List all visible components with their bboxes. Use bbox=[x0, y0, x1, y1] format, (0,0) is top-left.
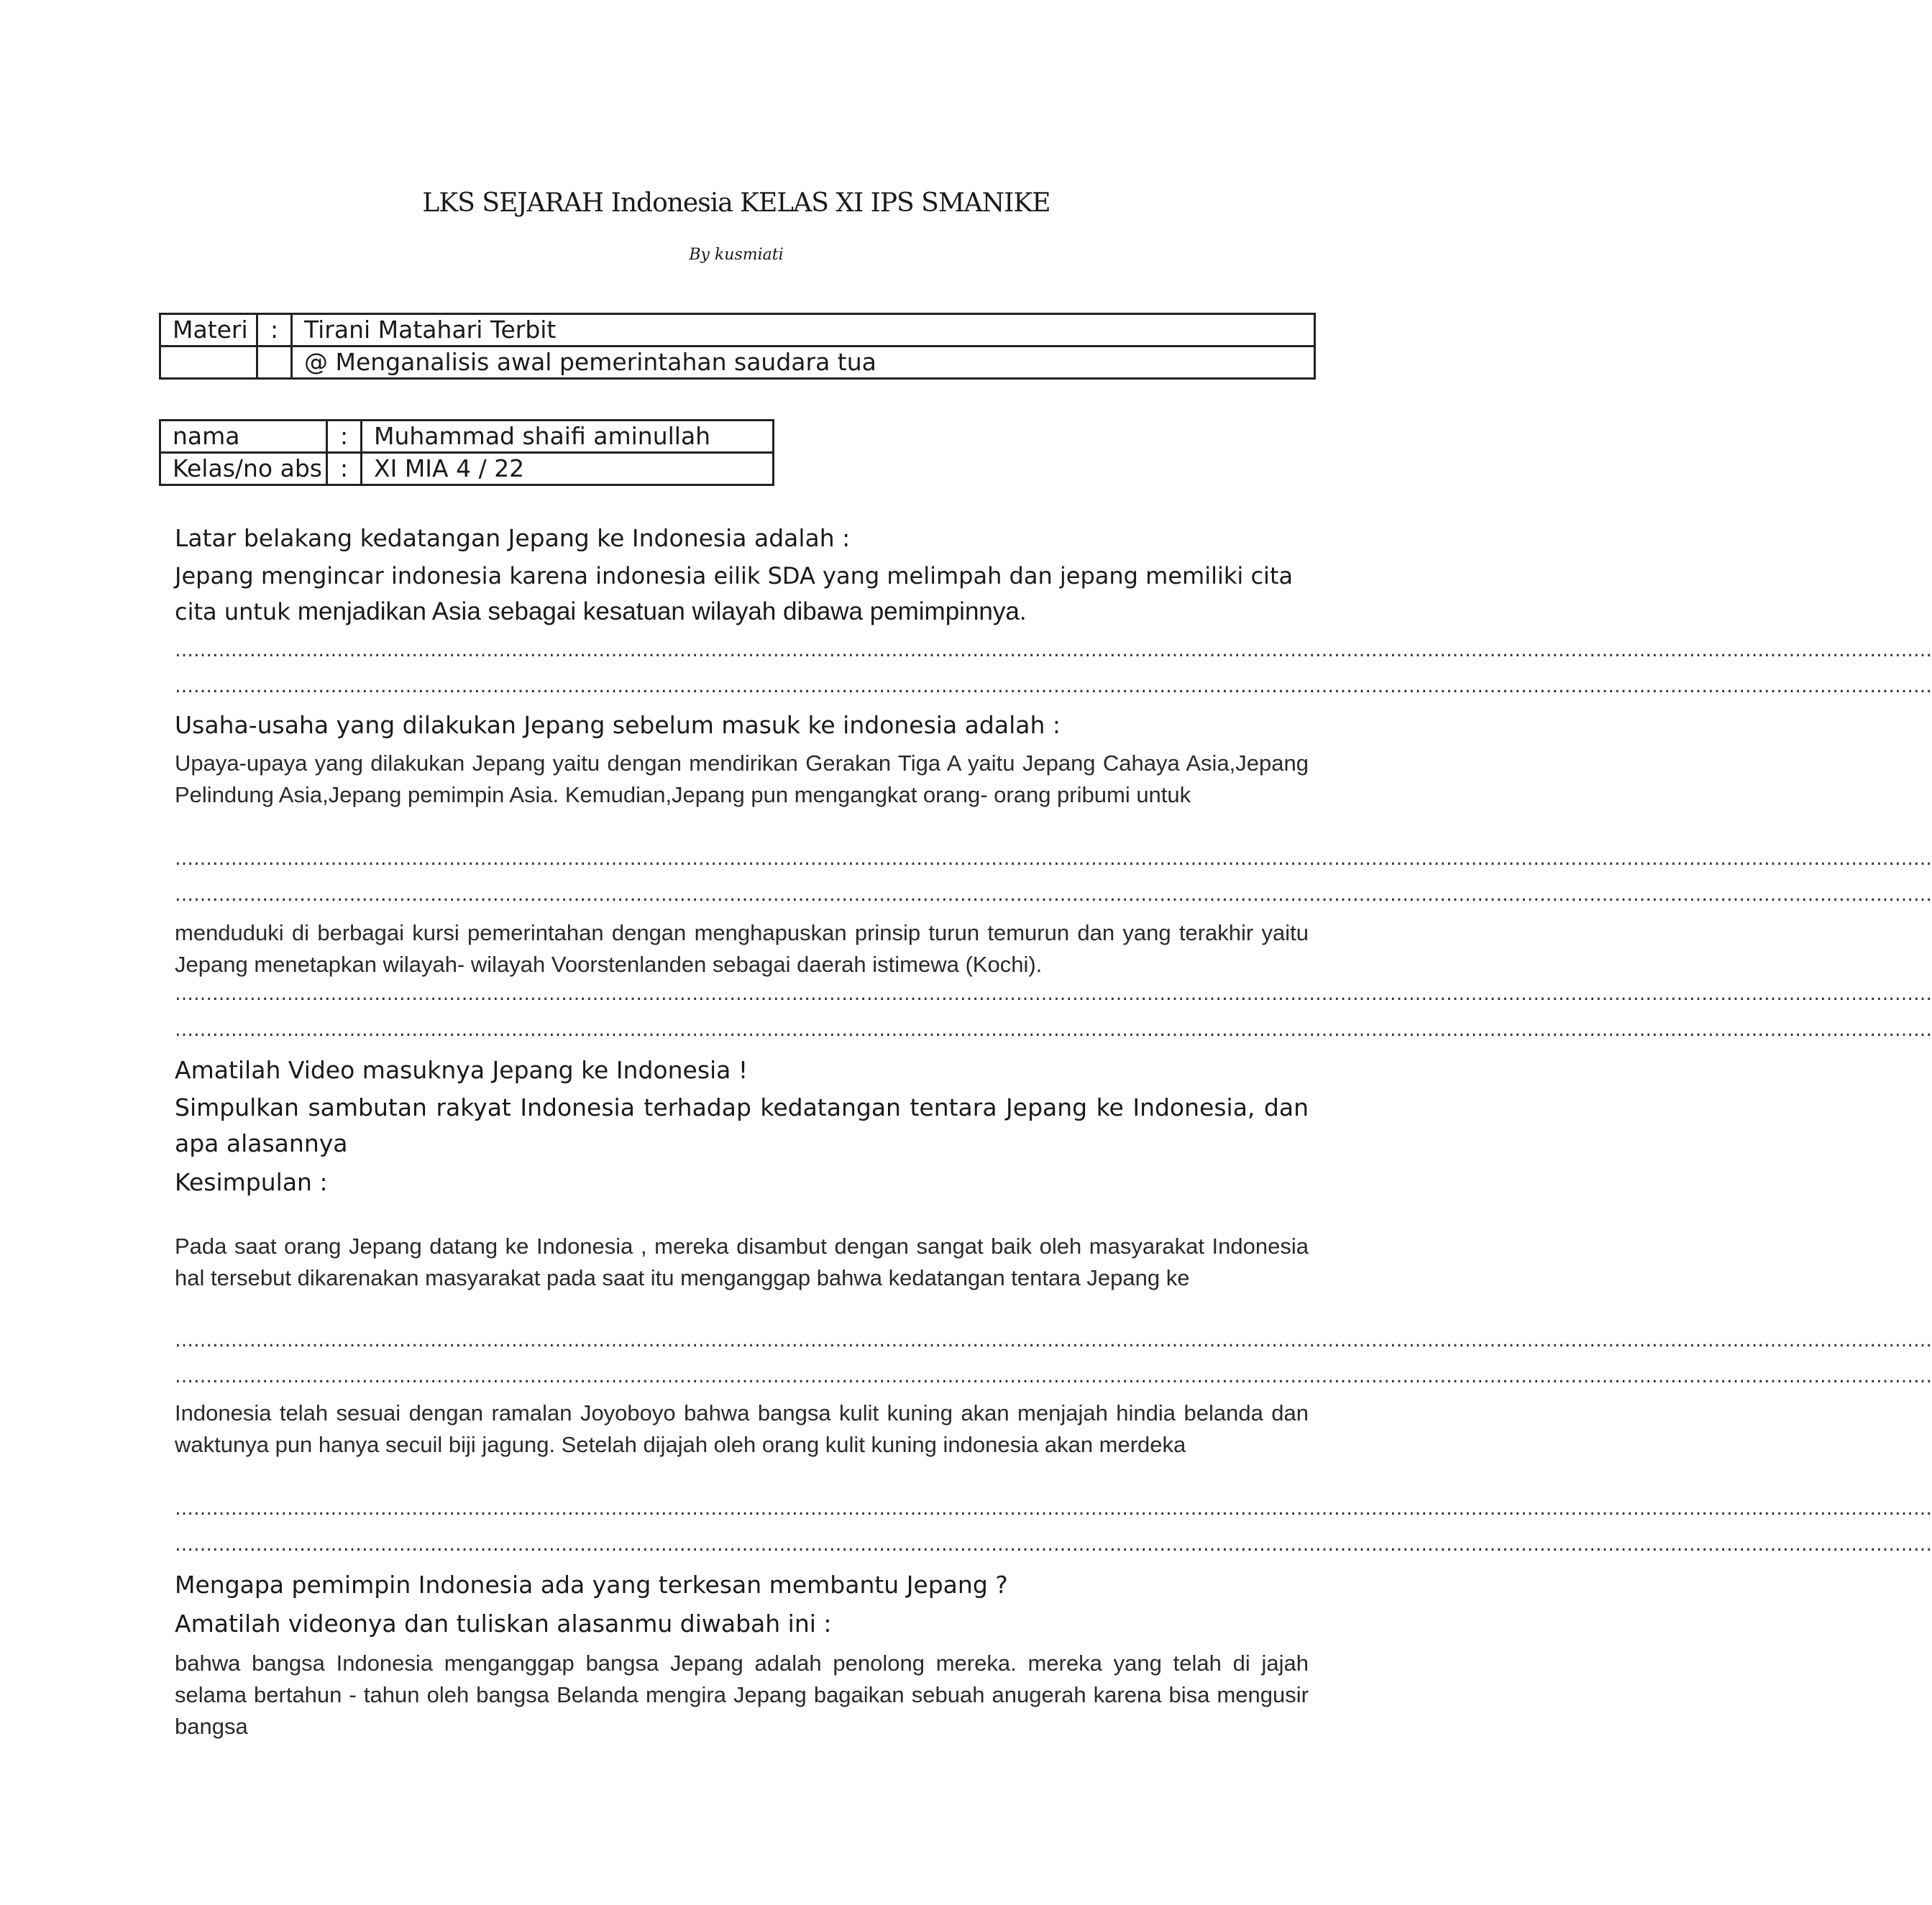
answer-line: ………………………………………………………………………………………………………………………………………………………………………………………………………………………………………………………… bbox=[175, 848, 1932, 870]
materi-label: Materi bbox=[160, 314, 257, 346]
worksheet-title: LKS SEJARAH Indonesia KELAS XI IPS SMANIKE bbox=[422, 188, 1050, 218]
worksheet-author: By kusmiati bbox=[689, 246, 784, 264]
materi-colon: : bbox=[257, 314, 292, 346]
materi-table bbox=[159, 313, 1316, 380]
student-info-table bbox=[159, 419, 774, 486]
answer-3-part-2: Indonesia telah sesuai dengan ramalan Joyoboyo bahwa bangsa kulit kuning akan menjajah hindia belanda dan waktunya pun hanya secuil biji jagung. Setelah dijajah oleh orang kulit kuning indonesia akan merdeka bbox=[175, 1400, 1309, 1457]
answer-1-part-2: menjadikan Asia sebagai kesatuan wilayah dibawa pemimpinnya. bbox=[297, 597, 1027, 625]
answer-4: bahwa bangsa Indonesia menganggap bangsa Jepang adalah penolong mereka. mereka yang telah di jajah selama bertahun - tahun oleh bangsa Belanda mengira Jepang bagaikan sebuah anugerah karena bisa mengusir bangsa bbox=[175, 1651, 1309, 1739]
answer-1 bbox=[175, 558, 1309, 630]
answer-2-part-1: Upaya-upaya yang dilakukan Jepang yaitu dengan mendirikan Gerakan Tiga A yaitu Jepang Cahaya Asia,Jepang Pelindung Asia,Jepang pemimpin Asia. Kemudian,Jepang pun mengangkat orang- orang pribumi untuk bbox=[175, 750, 1309, 807]
student-class-label: Kelas/no abs bbox=[160, 453, 327, 485]
answer-line: ………………………………………………………………………………………………………………………………………………………………………………………………………………………………………………………… bbox=[175, 884, 1932, 906]
answer-line: ………………………………………………………………………………………………………………………………………………………………………………………………………………………………………………………… bbox=[175, 1534, 1932, 1556]
answer-line: ………………………………………………………………………………………………………………………………………………………………………………………………………………………………………………………… bbox=[175, 1330, 1932, 1351]
instruction-3: Amatilah Video masuknya Jepang ke Indonesia ! bbox=[175, 1056, 748, 1084]
student-name-value: Muhammad shaifi aminullah bbox=[362, 421, 774, 453]
student-name-label: nama bbox=[160, 421, 327, 453]
answer-2-part-2: menduduki di berbagai kursi pemerintahan dengan menghapuskan prinsip turun temurun dan yang terakhir yaitu Jepang menetapkan wilayah- wilayah Voorstenlanden sebagai daerah istimewa (Kochi). bbox=[175, 920, 1309, 977]
answer-line: ………………………………………………………………………………………………………………………………………………………………………………………………………………………………………………………… bbox=[175, 676, 1932, 697]
materi-empty-label bbox=[160, 346, 257, 379]
answer-3-part-1: Pada saat orang Jepang datang ke Indonesia , mereka disambut dengan sangat baik oleh masyarakat Indonesia hal tersebut dikarenakan masyarakat pada saat itu menganggap bahwa kedatangan tentara Jepang ke bbox=[175, 1234, 1309, 1290]
answer-1-part-1: Jepang mengincar indonesia karena indonesia eilik SDA yang melimpah dan jepang memiliki cita cita untuk bbox=[175, 562, 1294, 625]
student-name-colon: : bbox=[327, 421, 362, 453]
conclusion-label: Kesimpulan : bbox=[175, 1168, 328, 1196]
question-2: Usaha-usaha yang dilakukan Jepang sebelum masuk ke indonesia adalah : bbox=[175, 711, 1061, 739]
student-class-colon: : bbox=[327, 453, 362, 485]
materi-subtopic: @ Menganalisis awal pemerintahan saudara tua bbox=[292, 346, 1315, 379]
materi-topic: Tirani Matahari Terbit bbox=[292, 314, 1315, 346]
materi-subtopic-row bbox=[160, 346, 1315, 379]
materi-empty-colon bbox=[257, 346, 292, 379]
answer-line: ………………………………………………………………………………………………………………………………………………………………………………………………………………………………………………………… bbox=[175, 1366, 1932, 1387]
question-4: Mengapa pemimpin Indonesia ada yang terkesan membantu Jepang ? bbox=[175, 1571, 1008, 1599]
student-class-row bbox=[160, 453, 774, 485]
student-class-value: XI MIA 4 / 22 bbox=[362, 453, 774, 485]
answer-line: ………………………………………………………………………………………………………………………………………………………………………………………………………………………………………………………… bbox=[175, 983, 1932, 1005]
answer-line: ………………………………………………………………………………………………………………………………………………………………………………………………………………………………………………………… bbox=[175, 640, 1932, 661]
student-name-row bbox=[160, 421, 774, 453]
answer-line: ………………………………………………………………………………………………………………………………………………………………………………………………………………………………………………………… bbox=[175, 1498, 1932, 1520]
answer-line: ………………………………………………………………………………………………………………………………………………………………………………………………………………………………………………………… bbox=[175, 1019, 1932, 1041]
question-3: Simpulkan sambutan rakyat Indonesia terhadap kedatangan tentara Jepang ke Indonesia, dan apa alasannya bbox=[175, 1093, 1309, 1157]
instruction-4: Amatilah videonya dan tuliskan alasanmu diwabah ini : bbox=[175, 1610, 832, 1638]
question-1: Latar belakang kedatangan Jepang ke Indonesia adalah : bbox=[175, 524, 851, 552]
materi-row bbox=[160, 314, 1315, 346]
